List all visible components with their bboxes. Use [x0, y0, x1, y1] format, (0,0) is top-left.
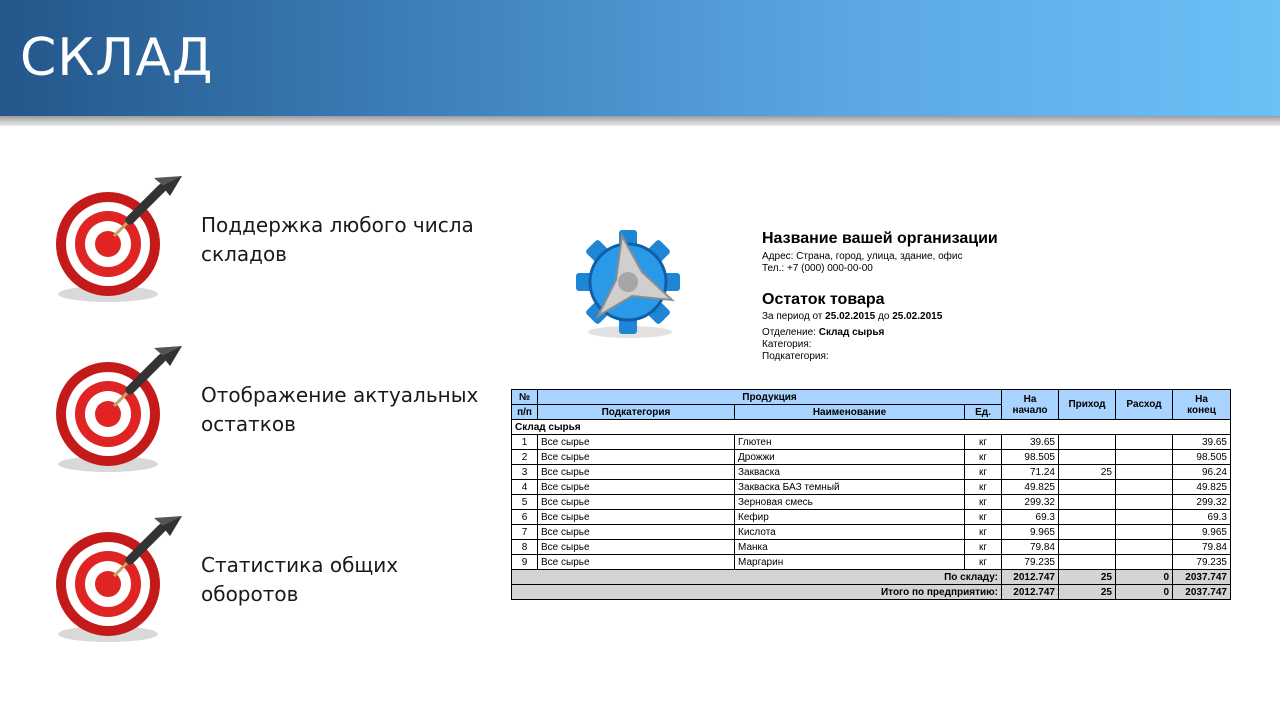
row-subcategory: Все сырье	[538, 465, 735, 480]
feature-text	[201, 211, 481, 269]
col-start: На начало	[1002, 390, 1059, 420]
row-unit: кг	[965, 480, 1002, 495]
row-subcategory: Все сырье	[538, 495, 735, 510]
total-end: 2037.747	[1173, 570, 1231, 585]
row-income	[1059, 495, 1116, 510]
table-row	[512, 450, 1231, 465]
row-end: 79.84	[1173, 540, 1231, 555]
row-outcome	[1116, 540, 1173, 555]
org-name: Название вашей организации	[762, 230, 998, 247]
row-name: Зерновая смесь	[735, 495, 965, 510]
row-start: 9.965	[1002, 525, 1059, 540]
row-start: 79.84	[1002, 540, 1059, 555]
row-end: 49.825	[1173, 480, 1231, 495]
row-number: 9	[512, 555, 538, 570]
total-income: 25	[1059, 570, 1116, 585]
row-income	[1059, 525, 1116, 540]
table-row	[512, 525, 1231, 540]
row-unit: кг	[965, 540, 1002, 555]
row-unit: кг	[965, 495, 1002, 510]
total-end: 2037.747	[1173, 585, 1231, 600]
row-subcategory: Все сырье	[538, 510, 735, 525]
row-unit: кг	[965, 525, 1002, 540]
total-label: По складу:	[512, 570, 1002, 585]
row-end: 96.24	[1173, 465, 1231, 480]
row-income	[1059, 435, 1116, 450]
col-unit: Ед.	[965, 405, 1002, 420]
org-phone: Тел.: +7 (000) 000-00-00	[762, 263, 873, 274]
col-num: №	[512, 390, 538, 405]
total-income: 25	[1059, 585, 1116, 600]
table-row	[512, 555, 1231, 570]
report-header	[762, 230, 1222, 363]
row-name: Глютен	[735, 435, 965, 450]
row-end: 98.505	[1173, 450, 1231, 465]
row-subcategory: Все сырье	[538, 450, 735, 465]
feature-item	[40, 508, 480, 658]
report-category: Категория:	[762, 339, 812, 350]
col-name: Наименование	[735, 405, 965, 420]
row-start: 49.825	[1002, 480, 1059, 495]
row-start: 69.3	[1002, 510, 1059, 525]
row-number: 6	[512, 510, 538, 525]
row-name: Закваска	[735, 465, 965, 480]
table-row	[512, 435, 1231, 450]
row-end: 39.65	[1173, 435, 1231, 450]
total-outcome: 0	[1116, 570, 1173, 585]
feature-item	[40, 168, 480, 318]
row-name: Кефир	[735, 510, 965, 525]
row-income	[1059, 555, 1116, 570]
row-number: 2	[512, 450, 538, 465]
row-number: 3	[512, 465, 538, 480]
gear-icon	[568, 222, 688, 342]
row-subcategory: Все сырье	[538, 540, 735, 555]
row-income	[1059, 480, 1116, 495]
feature-line: Поддержка любого числа	[201, 213, 474, 237]
report-department: Отделение: Склад сырья	[762, 327, 885, 338]
total-start: 2012.747	[1002, 570, 1059, 585]
report-title: Остаток товара	[762, 291, 885, 308]
stock-table	[511, 389, 1231, 600]
row-number: 5	[512, 495, 538, 510]
feature-line: оборотов	[201, 582, 299, 606]
row-number: 4	[512, 480, 538, 495]
table-row	[512, 465, 1231, 480]
row-end: 79.235	[1173, 555, 1231, 570]
row-income: 25	[1059, 465, 1116, 480]
row-outcome	[1116, 510, 1173, 525]
table-row	[512, 495, 1231, 510]
row-number: 7	[512, 525, 538, 540]
feature-text	[201, 381, 481, 439]
target-dart-icon	[50, 508, 190, 648]
group-row: Склад сырья	[512, 420, 1231, 435]
row-name: Дрожжи	[735, 450, 965, 465]
feature-item	[40, 338, 480, 488]
row-end: 299.32	[1173, 495, 1231, 510]
target-dart-icon	[50, 338, 190, 478]
row-name: Закваска БАЗ темный	[735, 480, 965, 495]
report-subcategory: Подкатегория:	[762, 351, 829, 362]
row-start: 98.505	[1002, 450, 1059, 465]
feature-line: складов	[201, 242, 287, 266]
total-outcome: 0	[1116, 585, 1173, 600]
row-outcome	[1116, 525, 1173, 540]
col-end: На конец	[1173, 390, 1231, 420]
total-row	[512, 585, 1231, 600]
feature-line: Отображение актуальных	[201, 383, 479, 407]
row-income	[1059, 510, 1116, 525]
feature-text	[201, 551, 481, 609]
row-subcategory: Все сырье	[538, 555, 735, 570]
row-unit: кг	[965, 435, 1002, 450]
col-income: Приход	[1059, 390, 1116, 420]
total-row	[512, 570, 1231, 585]
col-subcategory: Подкатегория	[538, 405, 735, 420]
row-name: Кислота	[735, 525, 965, 540]
col-num-sub: п/п	[512, 405, 538, 420]
row-end: 9.965	[1173, 525, 1231, 540]
title-bar	[0, 0, 1280, 116]
col-product: Продукция	[538, 390, 1002, 405]
row-income	[1059, 450, 1116, 465]
row-unit: кг	[965, 465, 1002, 480]
row-start: 79.235	[1002, 555, 1059, 570]
row-start: 71.24	[1002, 465, 1059, 480]
row-outcome	[1116, 450, 1173, 465]
row-income	[1059, 540, 1116, 555]
feature-line: остатков	[201, 412, 296, 436]
table-row	[512, 540, 1231, 555]
header-divider	[0, 116, 1280, 126]
row-outcome	[1116, 555, 1173, 570]
row-outcome	[1116, 495, 1173, 510]
org-address: Адрес: Страна, город, улица, здание, офис	[762, 251, 963, 262]
row-end: 69.3	[1173, 510, 1231, 525]
table-row	[512, 510, 1231, 525]
row-unit: кг	[965, 450, 1002, 465]
report-period: За период от 25.02.2015 до 25.02.2015	[762, 311, 943, 322]
total-start: 2012.747	[1002, 585, 1059, 600]
row-unit: кг	[965, 555, 1002, 570]
row-number: 8	[512, 540, 538, 555]
feature-line: Статистика общих	[201, 553, 399, 577]
row-name: Маргарин	[735, 555, 965, 570]
col-outcome: Расход	[1116, 390, 1173, 420]
target-dart-icon	[50, 168, 190, 308]
row-outcome	[1116, 480, 1173, 495]
row-start: 39.65	[1002, 435, 1059, 450]
row-name: Манка	[735, 540, 965, 555]
table-row	[512, 480, 1231, 495]
row-number: 1	[512, 435, 538, 450]
row-subcategory: Все сырье	[538, 525, 735, 540]
row-subcategory: Все сырье	[538, 480, 735, 495]
total-label: Итого по предприятию:	[512, 585, 1002, 600]
page-title: СКЛАД	[20, 28, 214, 88]
row-outcome	[1116, 465, 1173, 480]
row-start: 299.32	[1002, 495, 1059, 510]
row-outcome	[1116, 435, 1173, 450]
row-unit: кг	[965, 510, 1002, 525]
row-subcategory: Все сырье	[538, 435, 735, 450]
